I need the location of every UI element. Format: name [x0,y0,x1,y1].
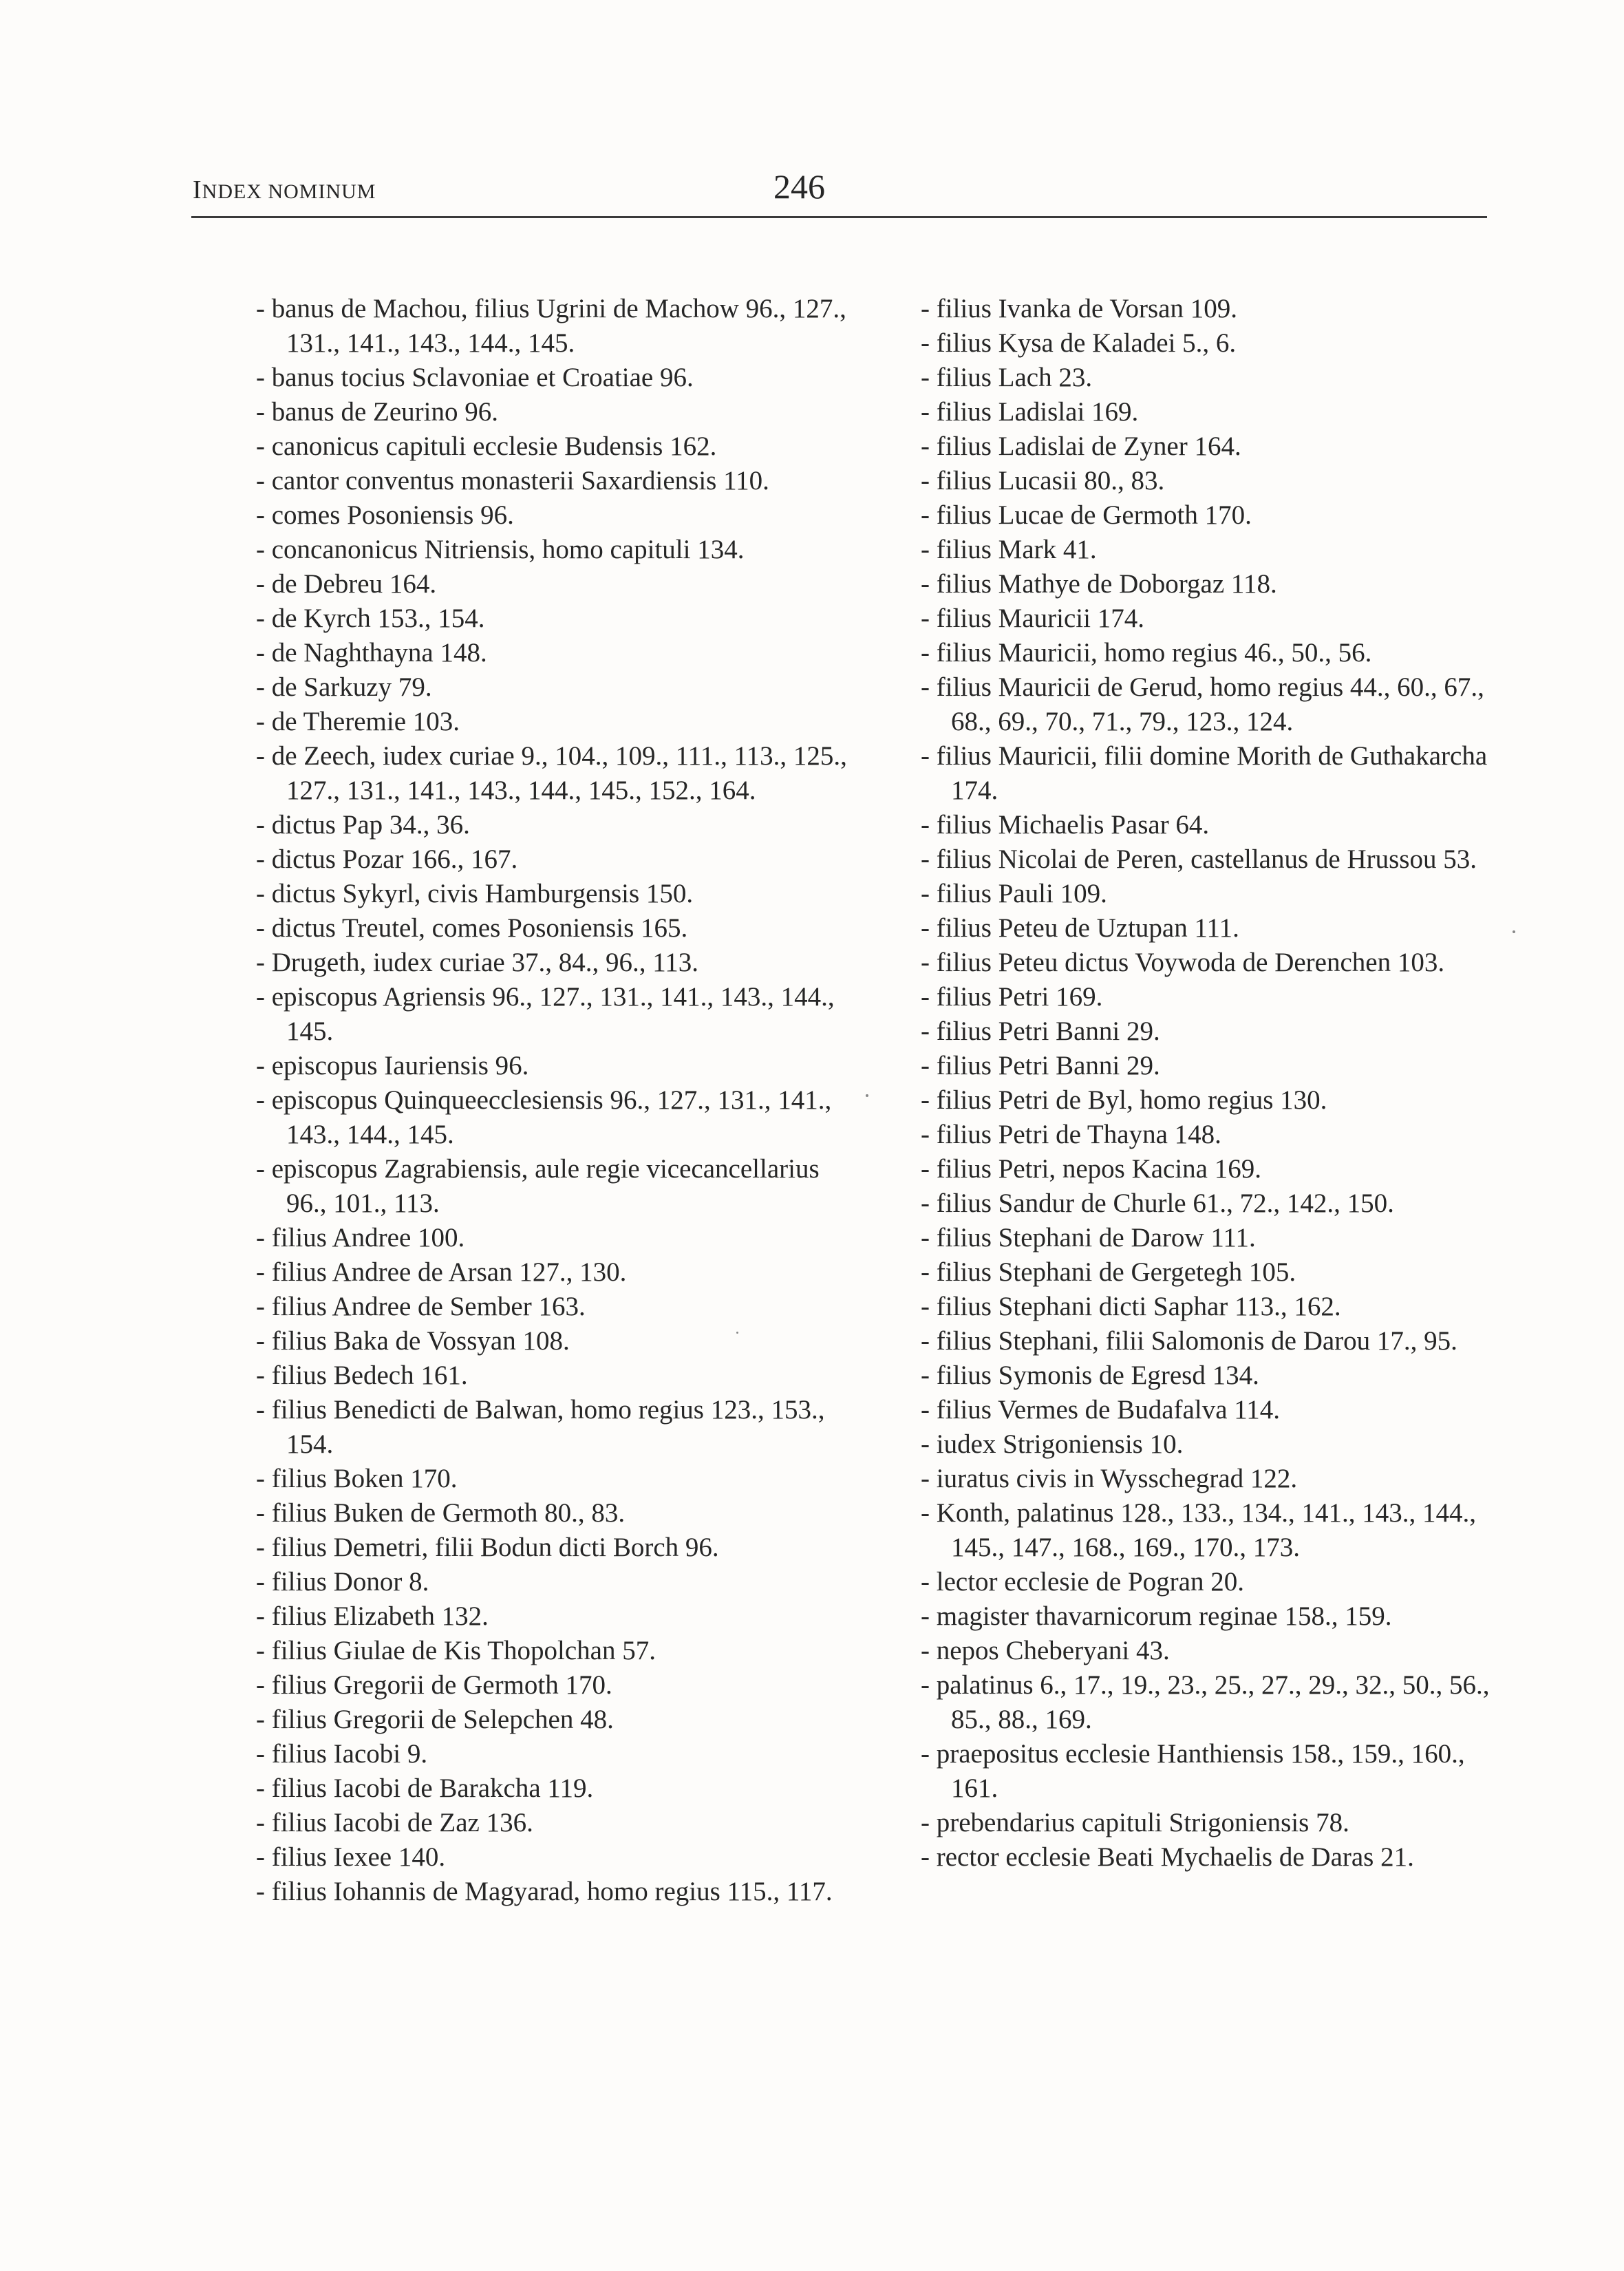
index-entry: - filius Petri de Byl, homo regius 130. [921,1083,1513,1118]
index-entry: - filius Lucasii 80., 83. [921,464,1513,498]
index-entry: - filius Symonis de Egresd 134. [921,1358,1513,1393]
index-entry: - dictus Sykyrl, civis Hamburgensis 150. [256,877,848,911]
scan-speck [736,1332,738,1334]
index-entry: - Drugeth, iudex curiae 37., 84., 96., 113. [256,946,848,980]
index-entry: - filius Lucae de Germoth 170. [921,498,1513,533]
index-entry: - filius Peteu de Uztupan 111. [921,911,1513,946]
index-entry: - filius Gregorii de Selepchen 48. [256,1703,848,1737]
index-entry: - filius Bedech 161. [256,1358,848,1393]
index-entry: - filius Mauricii de Gerud, homo regius 44., 60., 67., 68., 69., 70., 71., 79., 123., 124. [921,670,1513,739]
index-entry: - filius Mauricii 174. [921,601,1513,636]
index-entry: - nepos Cheberyani 43. [921,1634,1513,1668]
index-entry: - filius Lach 23. [921,361,1513,395]
index-entry: - filius Gregorii de Germoth 170. [256,1668,848,1703]
index-entry: - filius Pauli 109. [921,877,1513,911]
index-entry: - filius Benedicti de Balwan, homo regius 123., 153., 154. [256,1393,848,1462]
index-entry: - concanonicus Nitriensis, homo capituli 134. [256,533,848,567]
running-title [193,175,376,205]
index-entry: - filius Petri Banni 29. [921,1014,1513,1049]
header-rule [191,216,1487,218]
index-entry: - filius Ladislai de Zyner 164. [921,429,1513,464]
index-entry: - filius Stephani de Darow 111. [921,1221,1513,1255]
index-entry: - filius Iohannis de Magyarad, homo regius 115., 117. [256,1875,848,1909]
index-entry: - dictus Pap 34., 36. [256,808,848,842]
index-entry: - filius Andree de Sember 163. [256,1290,848,1324]
index-entry: - filius Iacobi de Zaz 136. [256,1806,848,1840]
index-entry: - filius Mauricii, filii domine Morith de Guthakarcha 174. [921,739,1513,808]
index-entry: - filius Baka de Vossyan 108. [256,1324,848,1358]
index-entry: - de Debreu 164. [256,567,848,601]
index-entry: - filius Ivanka de Vorsan 109. [921,292,1513,326]
index-entry: - filius Stephani de Gergetegh 105. [921,1255,1513,1290]
index-entry: - filius Iexee 140. [256,1840,848,1875]
index-entry: - canonicus capituli ecclesie Budensis 162. [256,429,848,464]
index-entry: - filius Iacobi 9. [256,1737,848,1771]
index-entry: - filius Michaelis Pasar 64. [921,808,1513,842]
index-entry: - filius Sandur de Churle 61., 72., 142., 150. [921,1186,1513,1221]
index-entry: - dictus Pozar 166., 167. [256,842,848,877]
index-entry: - filius Demetri, filii Bodun dicti Borch 96. [256,1531,848,1565]
index-entry: - cantor conventus monasterii Saxardiensis 110. [256,464,848,498]
index-entry: - filius Iacobi de Barakcha 119. [256,1771,848,1806]
index-entry: - iuratus civis in Wysschegrad 122. [921,1462,1513,1496]
index-entry: - de Kyrch 153., 154. [256,601,848,636]
index-entry: - iudex Strigoniensis 10. [921,1427,1513,1462]
index-entry: - lector ecclesie de Pogran 20. [921,1565,1513,1599]
index-entry: - Konth, palatinus 128., 133., 134., 141., 143., 144., 145., 147., 168., 169., 170., 173. [921,1496,1513,1565]
index-entry: - prebendarius capituli Strigoniensis 78. [921,1806,1513,1840]
index-entry: - filius Andree de Arsan 127., 130. [256,1255,848,1290]
index-entry: - filius Stephani, filii Salomonis de Darou 17., 95. [921,1324,1513,1358]
running-title-initial: I [193,175,202,204]
index-entry: - filius Ladislai 169. [921,395,1513,429]
page-number: 246 [773,167,825,206]
index-entry: - magister thavarnicorum reginae 158., 159. [921,1599,1513,1634]
index-entry: - de Zeech, iudex curiae 9., 104., 109., 111., 113., 125., 127., 131., 141., 143., 144., 145., 152., 164. [256,739,848,808]
index-entry: - filius Boken 170. [256,1462,848,1496]
index-entry: - rector ecclesie Beati Mychaelis de Daras 21. [921,1840,1513,1875]
index-entry: - palatinus 6., 17., 19., 23., 25., 27., 29., 32., 50., 56., 85., 88., 169. [921,1668,1513,1737]
index-entry: - de Theremie 103. [256,705,848,739]
index-entry: - filius Buken de Germoth 80., 83. [256,1496,848,1531]
index-entry: - dictus Treutel, comes Posoniensis 165. [256,911,848,946]
index-entry: - filius Petri Banni 29. [921,1049,1513,1083]
index-entry: - filius Stephani dicti Saphar 113., 162. [921,1290,1513,1324]
index-entry: - praepositus ecclesie Hanthiensis 158., 159., 160., 161. [921,1737,1513,1806]
index-entry: - de Naghthayna 148. [256,636,848,670]
index-entry: - filius Elizabeth 132. [256,1599,848,1634]
index-entry: - filius Giulae de Kis Thopolchan 57. [256,1634,848,1668]
index-entry: - episcopus Iauriensis 96. [256,1049,848,1083]
index-entry: - filius Petri de Thayna 148. [921,1118,1513,1152]
index-entry: - filius Andree 100. [256,1221,848,1255]
index-entry: - filius Peteu dictus Voywoda de Derenchen 103. [921,946,1513,980]
scan-speck [866,1094,868,1097]
index-entry: - filius Mathye de Doborgaz 118. [921,567,1513,601]
index-entry: - filius Petri, nepos Kacina 169. [921,1152,1513,1186]
index-column-right [921,292,1513,1875]
index-entry: - filius Kysa de Kaladei 5., 6. [921,326,1513,361]
index-entry: - banus tocius Sclavoniae et Croatiae 96. [256,361,848,395]
index-entry: - de Sarkuzy 79. [256,670,848,705]
index-entry: - episcopus Zagrabiensis, aule regie vicecancellarius 96., 101., 113. [256,1152,848,1221]
index-entry: - banus de Machou, filius Ugrini de Machow 96., 127., 131., 141., 143., 144., 145. [256,292,848,361]
running-title-rest: NDEX NOMINUM [202,180,376,203]
scan-speck [1513,930,1515,933]
index-entry: - episcopus Agriensis 96., 127., 131., 141., 143., 144., 145. [256,980,848,1049]
index-entry: - filius Vermes de Budafalva 114. [921,1393,1513,1427]
index-entry: - filius Petri 169. [921,980,1513,1014]
index-entry: - filius Mauricii, homo regius 46., 50., 56. [921,636,1513,670]
index-entry: - banus de Zeurino 96. [256,395,848,429]
index-column-left [256,292,848,1909]
index-entry: - episcopus Quinqueecclesiensis 96., 127., 131., 141., 143., 144., 145. [256,1083,848,1152]
index-entry: - filius Mark 41. [921,533,1513,567]
index-entry: - comes Posoniensis 96. [256,498,848,533]
index-entry: - filius Nicolai de Peren, castellanus de Hrussou 53. [921,842,1513,877]
index-entry: - filius Donor 8. [256,1565,848,1599]
